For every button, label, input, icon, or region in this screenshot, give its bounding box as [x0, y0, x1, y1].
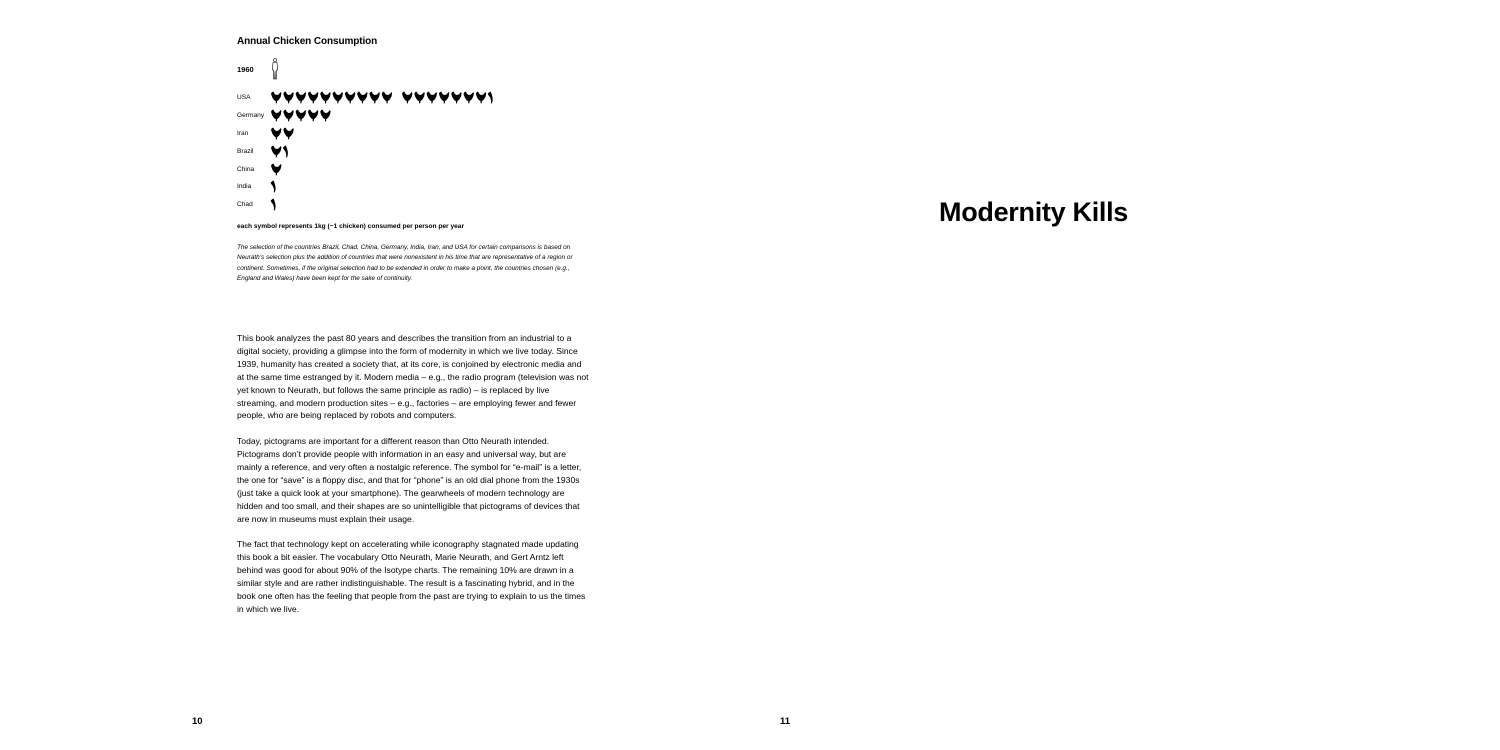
chicken-icon [271, 145, 281, 157]
chart-row-iran [237, 125, 502, 143]
chicken-icon [271, 128, 281, 140]
right-page [750, 0, 1500, 750]
chicken-half-icon [271, 199, 276, 211]
row-label: Chad [237, 201, 253, 209]
chart-row-brazil [237, 142, 502, 160]
chicken-icon [283, 92, 293, 104]
chicken-icon [357, 92, 367, 104]
chart-symbols [270, 109, 334, 122]
page-number-right: 11 [780, 716, 791, 727]
body-paragraph: This book analyzes the past 80 years and describes the transition from an industrial to a digital society, providing a glimpse into the form of modernity in which we live today. Since 1939, humanity has created a society that, at its core, is conjoined by electronic media and at the same time estranged by it. Modern media – e.g., the radio program (television was not yet known to Neurath, but follows the same principle as radio) – is replaced by live streaming, and modern production sites – e.g., factories – are employing fewer and fewer people, who are being replaced by robots and computers. [237, 333, 589, 421]
row-label: India [237, 183, 252, 191]
chicken-icon [414, 92, 424, 104]
chicken-icon [402, 92, 412, 104]
chicken-icon [296, 92, 306, 104]
person-icon [271, 58, 279, 80]
chicken-icon [476, 92, 486, 104]
chicken-icon [271, 110, 281, 122]
body-text [237, 332, 589, 629]
year-row [237, 58, 279, 80]
body-paragraph: Today, pictograms are important for a different reason than Otto Neurath intended. Pictograms don’t provide people with information in an easy and universal way, but are mainly a reference, and very often a nostalgic reference. The symbol for “e-mail” is a letter, the one for “save” is a floppy disc, and that for “phone” is an old dial phone from the 1930s (just take a quick look at your smartphone). The gearwheels of modern technology are hidden and too small, and their shapes are so unintelligible that pictograms of devices that are now in museums must explain their usage. [237, 436, 582, 524]
chart-symbols [270, 163, 285, 176]
row-label: Iran [237, 129, 249, 137]
chicken-icon [345, 92, 355, 104]
chicken-icon [333, 92, 343, 104]
chicken-icon [451, 92, 461, 104]
row-label: Brazil [237, 147, 254, 155]
chart-symbols [270, 180, 285, 193]
chicken-icon [271, 92, 281, 104]
body-paragraph: The fact that technology kept on accelerating while iconography stagnated made updating this book a bit easier. The vocabulary Otto Neurath, Marie Neurath, and Gert Arntz left behind was good for about 90% of the Isotype charts. The remaining 10% are drawn in a similar style and are rather indistinguishable. The result is a fascinating hybrid, and in the book one often has the feeling that people from the past are trying to explain to us the times in which we live. [237, 539, 586, 614]
chicken-icon [320, 110, 330, 122]
chicken-icon [369, 92, 379, 104]
chicken-half-icon [283, 145, 288, 157]
row-label: Germany [237, 112, 265, 120]
chart-row-germany [237, 107, 502, 125]
chart-symbols [270, 91, 502, 104]
chicken-icon [439, 92, 449, 104]
chart-symbols [270, 198, 285, 211]
chicken-icon [320, 92, 330, 104]
chart-symbols [270, 127, 297, 140]
chicken-half-icon [488, 92, 493, 104]
year-label: 1960 [237, 64, 254, 74]
chart-caption: The selection of the countries Brazil, Chad, China, Germany, India, Iran, and USA for certain comparisons is based on Neurath’s selection plus the addition of countries that were nonexistent in his time that are representative of a region or continent. Sometimes, if the original selection had to be extended in order to make a point, the countries chosen (e.g., England and Wales) have been kept for the sake of continuity. [237, 244, 573, 282]
chicken-icon [464, 92, 474, 104]
chicken-icon [296, 110, 306, 122]
chicken-icon [308, 110, 318, 122]
chart-row-china [237, 160, 502, 178]
row-label: USA [237, 94, 251, 102]
row-label: China [237, 165, 255, 173]
section-title: Modernity Kills [939, 197, 1129, 227]
chicken-icon [427, 92, 437, 104]
page-number-left: 10 [192, 716, 203, 727]
chart-unit-note: each symbol represents 1kg (~1 chicken) consumed per person per year [237, 223, 465, 230]
chicken-icon [283, 110, 293, 122]
chicken-icon [382, 92, 392, 104]
chicken-icon [271, 163, 281, 175]
chicken-icon [308, 92, 318, 104]
chart-row-usa [237, 89, 502, 107]
chart-row-chad [237, 196, 502, 214]
chart-title: Annual Chicken Consumption [237, 36, 378, 47]
chart-row-india [237, 178, 502, 196]
chicken-icon [283, 128, 293, 140]
chart-symbols [270, 145, 297, 158]
chicken-half-icon [271, 181, 276, 193]
chart-rows [237, 89, 502, 214]
